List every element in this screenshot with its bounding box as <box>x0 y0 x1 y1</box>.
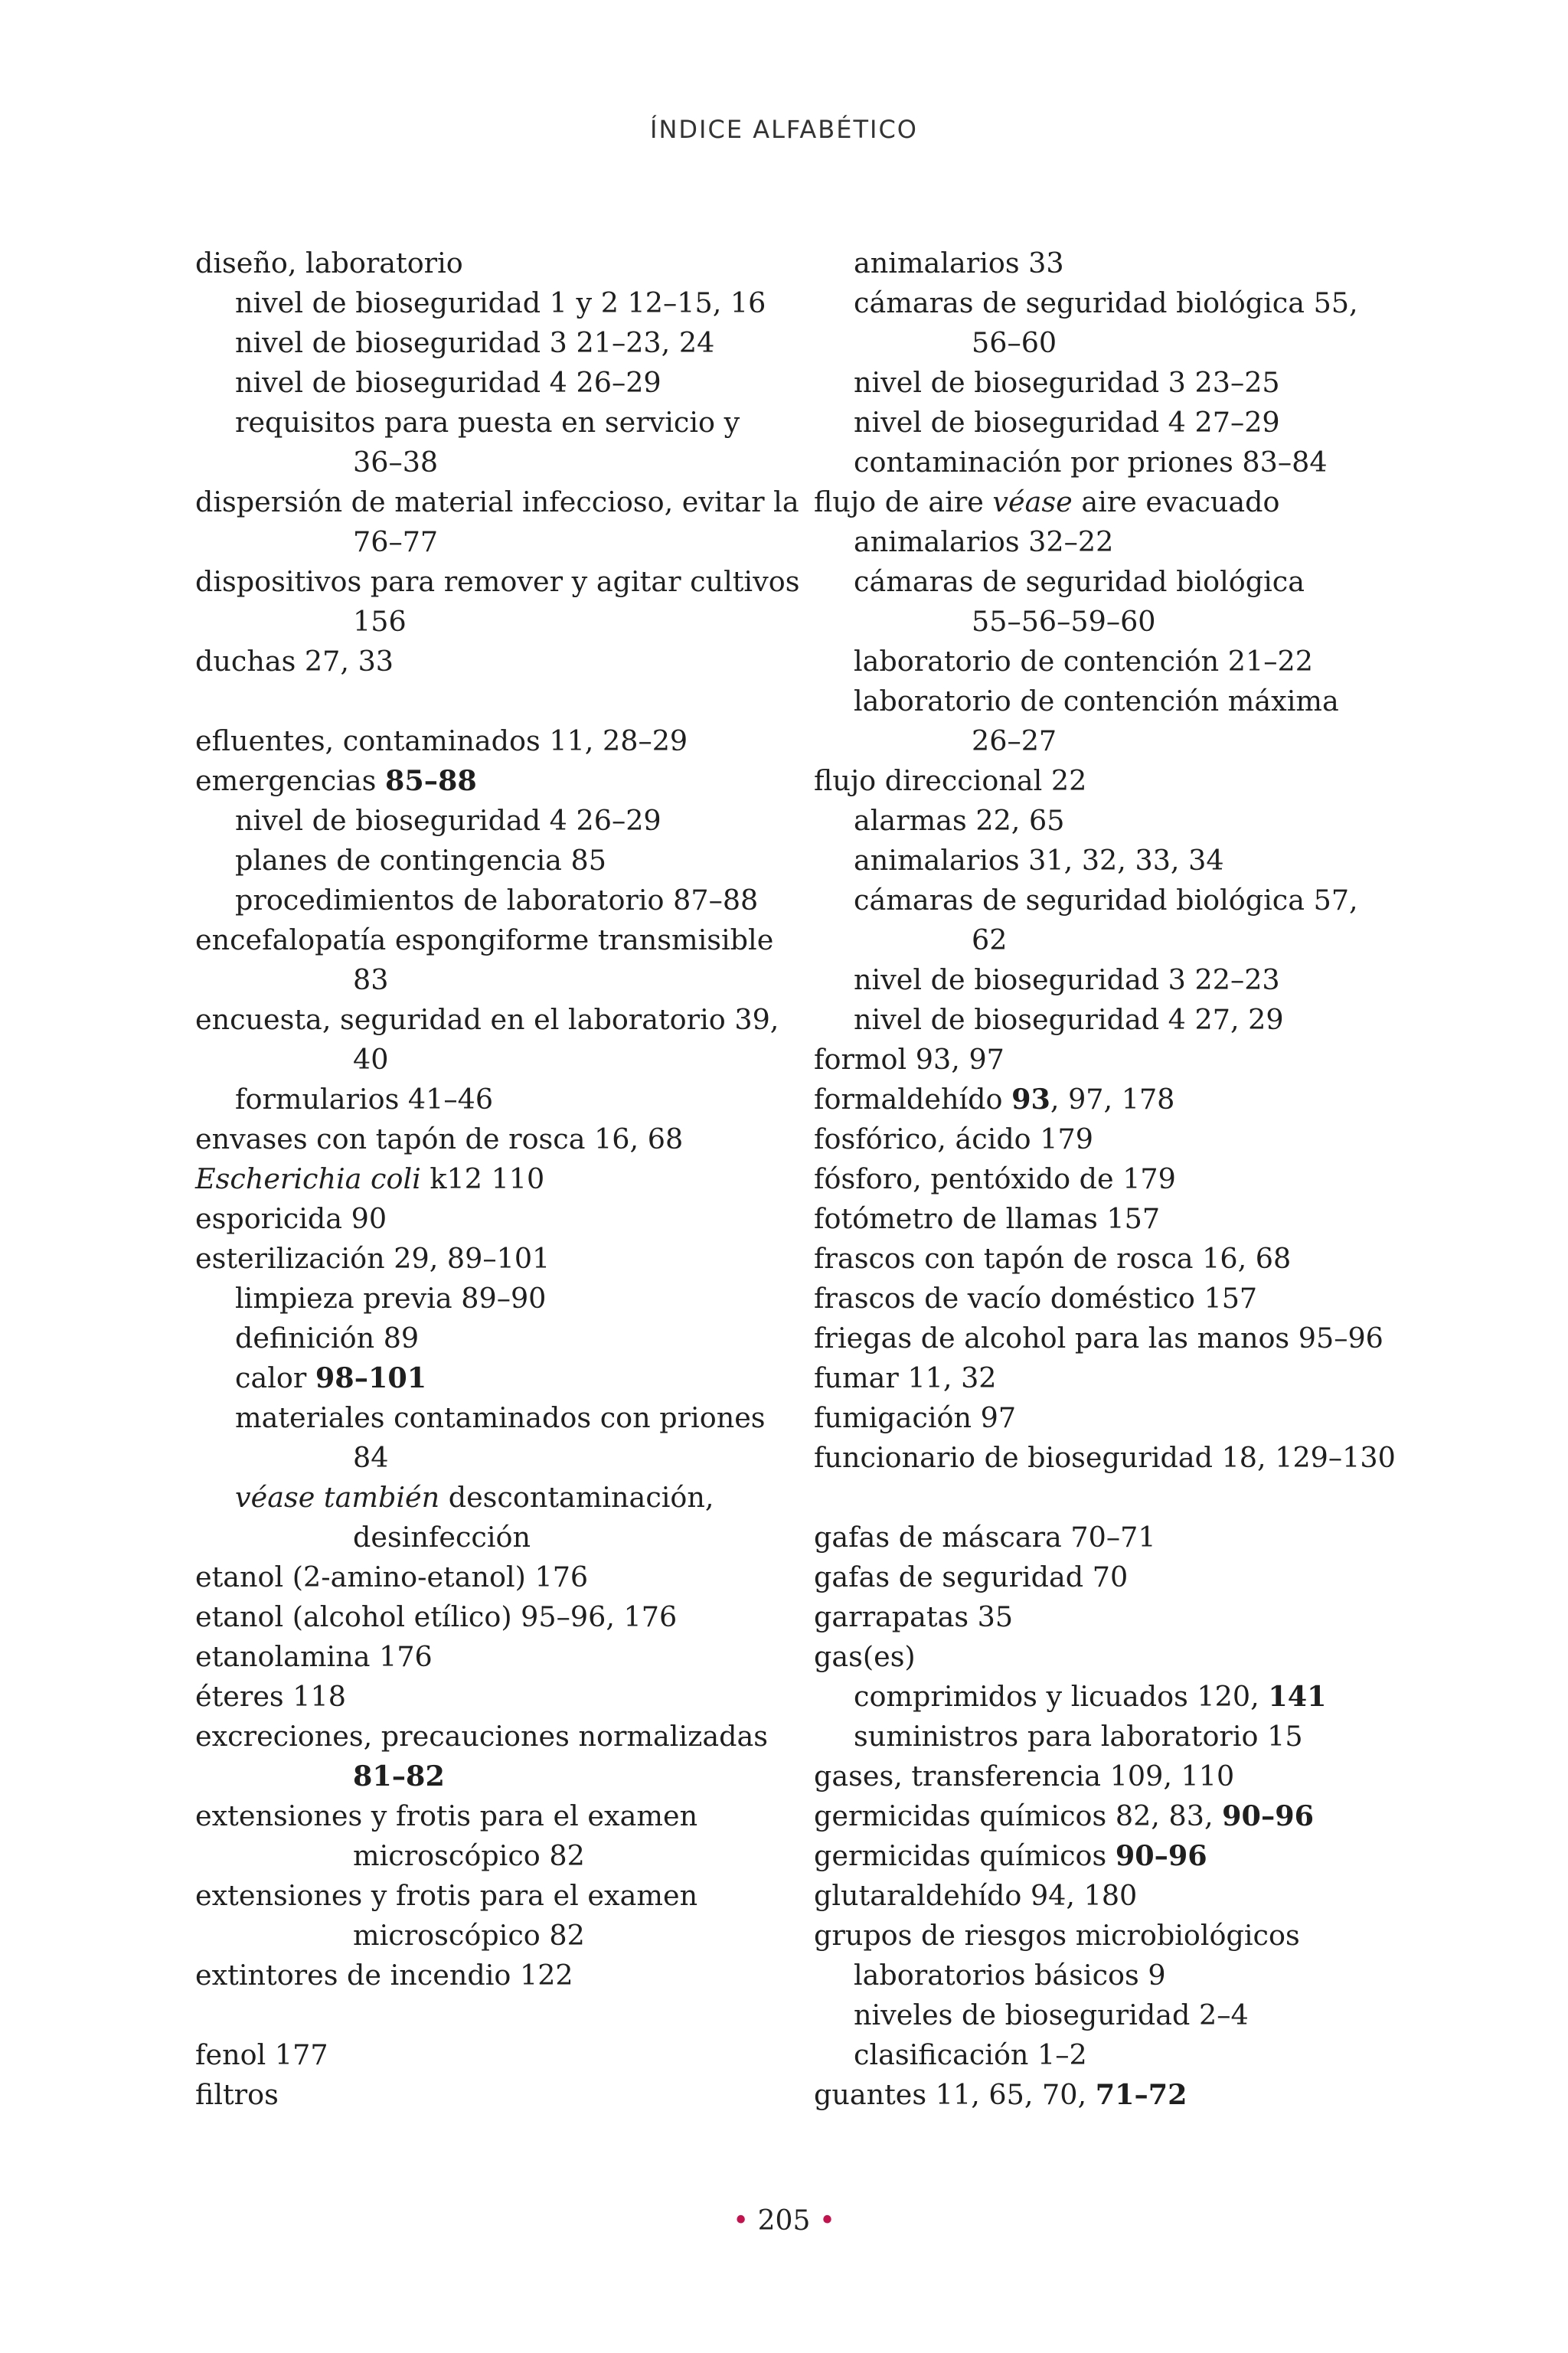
entry-text: alarmas 22, 65 <box>854 804 1065 837</box>
entry-text: friegas de alcohol para las manos 95–96 <box>814 1322 1383 1355</box>
entry-text: diseño, laboratorio <box>195 247 463 279</box>
index-subentry <box>814 1717 1380 1757</box>
index-entry <box>814 1757 1380 1796</box>
index-entry <box>195 1796 792 1836</box>
entry-text: germicidas químicos 82, 83, <box>814 1799 1223 1832</box>
entry-text: nivel de bioseguridad 4 27–29 <box>854 406 1280 439</box>
entry-text: 56–60 <box>972 326 1057 359</box>
index-subentry <box>195 1358 792 1398</box>
index-entry <box>814 2075 1380 2115</box>
entry-text: animalarios 33 <box>854 247 1064 279</box>
entry-text: dispersión de material infeccioso, evitar la <box>195 485 799 518</box>
entry-text: garrapatas 35 <box>814 1600 1014 1633</box>
entry-text: encuesta, seguridad en el laboratorio 39, <box>195 1003 779 1036</box>
entry-text: formol 93, 97 <box>814 1043 1004 1076</box>
entry-gap <box>195 1995 792 2035</box>
entry-text: fumar 11, 32 <box>814 1361 997 1394</box>
entry-text: encefalopatía espongiforme transmisible <box>195 923 774 956</box>
entry-text: esterilización 29, 89–101 <box>195 1242 550 1275</box>
entry-text: , 97, 178 <box>1050 1083 1175 1116</box>
entry-text: clasificación 1–2 <box>854 2038 1087 2071</box>
entry-gap <box>814 1478 1380 1518</box>
index-entry <box>814 1279 1380 1319</box>
entry-text: funcionario de bioseguridad 18, 129–130 <box>814 1441 1396 1474</box>
entry-text: 141 <box>1268 1680 1327 1713</box>
index-subentry <box>814 443 1380 482</box>
index-subentry <box>814 881 1380 920</box>
entry-text: nivel de bioseguridad 4 26–29 <box>235 804 662 837</box>
entry-text: materiales contaminados con priones <box>235 1401 766 1434</box>
entry-text: 85–88 <box>384 764 477 797</box>
index-entry <box>814 1597 1380 1637</box>
entry-gap <box>195 681 792 721</box>
entry-text: laboratorio de contención máxima <box>854 685 1339 717</box>
entry-text: 83 <box>353 963 389 996</box>
index-entry <box>814 1557 1380 1597</box>
index-entry <box>195 761 792 801</box>
index-entry <box>195 562 800 602</box>
index-entry <box>814 1159 1380 1199</box>
index-entry <box>814 1398 1380 1438</box>
index-entry <box>195 642 792 681</box>
entry-text: 36–38 <box>353 446 439 479</box>
index-entry <box>195 1956 792 1995</box>
entry-text: formaldehído <box>814 1083 1012 1116</box>
entry-text: frascos de vacío doméstico 157 <box>814 1282 1258 1315</box>
entry-text: fósforo, pentóxido de 179 <box>814 1162 1176 1195</box>
index-entry <box>814 1319 1383 1358</box>
entry-text: nivel de bioseguridad 3 21–23, 24 <box>235 326 715 359</box>
index-continuation <box>195 1916 792 1956</box>
index-entry <box>195 1199 792 1239</box>
entry-text: k12 110 <box>420 1162 545 1195</box>
index-entry <box>814 1199 1380 1239</box>
entry-text: fosfórico, ácido 179 <box>814 1123 1093 1155</box>
entry-text: éteres 118 <box>195 1680 346 1713</box>
index-subentry <box>195 403 792 443</box>
index-subentry <box>195 881 792 920</box>
entry-text: cámaras de seguridad biológica <box>854 565 1305 598</box>
index-entry <box>195 1876 792 1916</box>
index-subentry <box>814 562 1380 602</box>
index-continuation <box>195 1836 792 1876</box>
entry-text: 81–82 <box>353 1760 445 1793</box>
entry-text: flujo direccional 22 <box>814 764 1087 797</box>
entry-text: definición 89 <box>235 1322 420 1355</box>
entry-text: grupos de riesgos microbiológicos <box>814 1919 1300 1952</box>
index-entry <box>195 2075 792 2115</box>
page-number: 205 <box>757 2205 811 2237</box>
entry-text: 98–101 <box>315 1361 427 1394</box>
index-subentry <box>195 1319 792 1358</box>
index-entry <box>195 1159 792 1199</box>
index-entry <box>195 920 792 960</box>
index-subentry <box>195 1478 792 1518</box>
entry-text: nivel de bioseguridad 4 26–29 <box>235 366 662 399</box>
entry-text: flujo de aire <box>814 485 993 518</box>
entry-text: formularios 41–46 <box>235 1083 494 1116</box>
entry-text: contaminación por priones 83–84 <box>854 446 1328 479</box>
index-continuation <box>814 323 1380 363</box>
entry-text: planes de contingencia 85 <box>235 844 606 877</box>
entry-text: animalarios 32–22 <box>854 525 1114 558</box>
entry-text: excreciones, precauciones normalizadas <box>195 1720 768 1753</box>
index-entry <box>195 1239 792 1279</box>
entry-text: limpieza previa 89–90 <box>235 1282 547 1315</box>
index-subentry <box>814 243 1380 283</box>
entry-text: descontaminación, <box>439 1481 714 1514</box>
index-continuation <box>195 443 792 482</box>
entry-text: extensiones y frotis para el examen <box>195 1879 698 1912</box>
entry-text: efluentes, contaminados 11, 28–29 <box>195 724 688 757</box>
entry-text: 40 <box>353 1043 389 1076</box>
index-entry <box>814 1916 1380 1956</box>
index-entry <box>195 1597 792 1637</box>
entry-text: etanol (alcohol etílico) 95–96, 176 <box>195 1600 678 1633</box>
index-subentry <box>195 1279 792 1319</box>
index-subentry <box>195 801 792 841</box>
entry-text: laboratorio de contención 21–22 <box>854 645 1313 678</box>
entry-text: laboratorios básicos 9 <box>854 1959 1166 1992</box>
index-column-left <box>195 243 800 2115</box>
entry-text: guantes 11, 65, 70, <box>814 2078 1096 2111</box>
index-subentry <box>814 681 1380 721</box>
index-continuation <box>195 522 792 562</box>
index-entry <box>814 1040 1380 1080</box>
index-continuation <box>195 1518 792 1557</box>
index-entry <box>814 1239 1380 1279</box>
index-subentry <box>195 323 792 363</box>
index-entry <box>195 1717 792 1757</box>
entry-text: germicidas químicos <box>814 1839 1116 1872</box>
entry-text: microscópico 82 <box>353 1839 585 1872</box>
entry-text: 76–77 <box>353 525 439 558</box>
index-entry <box>814 1438 1396 1478</box>
index-entry <box>814 1358 1380 1398</box>
index-entry <box>195 243 792 283</box>
index-subentry <box>814 841 1380 881</box>
entry-text: cámaras de seguridad biológica 57, <box>854 884 1358 917</box>
index-subentry <box>814 1956 1380 1995</box>
index-subentry <box>195 841 792 881</box>
entry-text: niveles de bioseguridad 2–4 <box>854 1998 1249 2031</box>
entry-text: fenol 177 <box>195 2038 328 2071</box>
index-continuation <box>195 602 792 642</box>
index-continuation <box>814 920 1380 960</box>
index-entry <box>195 2035 792 2075</box>
entry-text: nivel de bioseguridad 3 23–25 <box>854 366 1280 399</box>
entry-text: esporicida 90 <box>195 1202 387 1235</box>
entry-text: 71–72 <box>1095 2078 1187 2111</box>
entry-text: dispositivos para remover y agitar cultivos <box>195 565 800 598</box>
index-subentry <box>814 1995 1380 2035</box>
entry-text: 84 <box>353 1441 389 1474</box>
entry-text: calor <box>235 1361 315 1394</box>
entry-text: procedimientos de laboratorio 87–88 <box>235 884 759 917</box>
entry-text: fotómetro de llamas 157 <box>814 1202 1161 1235</box>
entry-text: fumigación 97 <box>814 1401 1017 1434</box>
entry-text: animalarios 31, 32, 33, 34 <box>854 844 1224 877</box>
entry-text: desinfección <box>353 1521 531 1554</box>
index-entry <box>195 482 799 522</box>
index-continuation <box>195 960 792 1000</box>
index-entry <box>814 761 1380 801</box>
entry-text: filtros <box>195 2078 279 2111</box>
bullet-left: • <box>732 2205 750 2237</box>
index-entry <box>814 1080 1380 1119</box>
index-entry <box>814 1518 1380 1557</box>
index-continuation <box>195 1040 792 1080</box>
entry-text: gas(es) <box>814 1640 916 1673</box>
entry-text: véase también <box>235 1481 440 1514</box>
entry-text: comprimidos y licuados 120, <box>854 1680 1269 1713</box>
entry-text: microscópico 82 <box>353 1919 585 1952</box>
entry-text: glutaraldehído 94, 180 <box>814 1879 1138 1912</box>
entry-text: 90–96 <box>1115 1839 1207 1872</box>
index-continuation <box>814 721 1380 761</box>
index-subentry <box>814 403 1380 443</box>
index-entry <box>195 1677 792 1717</box>
entry-text: emergencias <box>195 764 385 797</box>
entry-text: 55–56–59–60 <box>972 605 1156 638</box>
index-continuation <box>195 1757 792 1796</box>
index-subentry <box>814 960 1380 1000</box>
index-entry <box>814 1836 1380 1876</box>
index-subentry <box>814 522 1380 562</box>
index-entry <box>814 1796 1380 1836</box>
entry-text: extintores de incendio 122 <box>195 1959 573 1992</box>
entry-text: nivel de bioseguridad 4 27, 29 <box>854 1003 1284 1036</box>
entry-text: nivel de bioseguridad 3 22–23 <box>854 963 1280 996</box>
index-subentry <box>195 283 792 323</box>
index-subentry <box>814 801 1380 841</box>
index-subentry <box>814 363 1380 403</box>
entry-text: requisitos para puesta en servicio y <box>235 406 740 439</box>
index-entry <box>195 1119 792 1159</box>
index-continuation <box>814 602 1380 642</box>
entry-text: etanolamina 176 <box>195 1640 433 1673</box>
entry-text: véase <box>992 485 1073 518</box>
index-entry <box>814 1637 1380 1677</box>
entry-text: gafas de máscara 70–71 <box>814 1521 1156 1554</box>
entry-text: duchas 27, 33 <box>195 645 394 678</box>
entry-text: gafas de seguridad 70 <box>814 1560 1129 1593</box>
index-subentry <box>814 642 1380 681</box>
index-column-right <box>814 243 1396 2115</box>
index-subentry <box>195 1080 792 1119</box>
entry-text: 90–96 <box>1222 1799 1314 1832</box>
entry-text: 156 <box>353 605 407 638</box>
index-entry <box>195 721 792 761</box>
index-entry <box>195 1557 792 1597</box>
entry-text: extensiones y frotis para el examen <box>195 1799 698 1832</box>
entry-text: envases con tapón de rosca 16, 68 <box>195 1123 684 1155</box>
entry-text: aire evacuado <box>1072 485 1280 518</box>
entry-text: nivel de bioseguridad 1 y 2 12–15, 16 <box>235 286 766 319</box>
index-subentry <box>814 1677 1380 1717</box>
index-subentry <box>814 283 1380 323</box>
entry-text: 93 <box>1011 1083 1050 1116</box>
entry-text: cámaras de seguridad biológica 55, <box>854 286 1358 319</box>
index-subentry <box>195 1398 792 1438</box>
page-footer <box>0 2205 1568 2237</box>
index-subentry <box>814 2035 1380 2075</box>
index-continuation <box>195 1438 792 1478</box>
index-entry <box>195 1637 792 1677</box>
entry-text: Escherichia coli <box>195 1162 421 1195</box>
index-entry <box>814 482 1380 522</box>
running-header: ÍNDICE ALFABÉTICO <box>650 115 918 144</box>
index-subentry <box>195 363 792 403</box>
entry-text: etanol (2-amino-etanol) 176 <box>195 1560 589 1593</box>
entry-text: suministros para laboratorio 15 <box>854 1720 1303 1753</box>
bullet-right: • <box>818 2205 836 2237</box>
entry-text: frascos con tapón de rosca 16, 68 <box>814 1242 1292 1275</box>
entry-text: gases, transferencia 109, 110 <box>814 1760 1235 1793</box>
index-subentry <box>814 1000 1380 1040</box>
index-entry <box>195 1000 792 1040</box>
entry-text: 26–27 <box>972 724 1057 757</box>
entry-text: 62 <box>972 923 1008 956</box>
index-entry <box>814 1876 1380 1916</box>
index-entry <box>814 1119 1380 1159</box>
